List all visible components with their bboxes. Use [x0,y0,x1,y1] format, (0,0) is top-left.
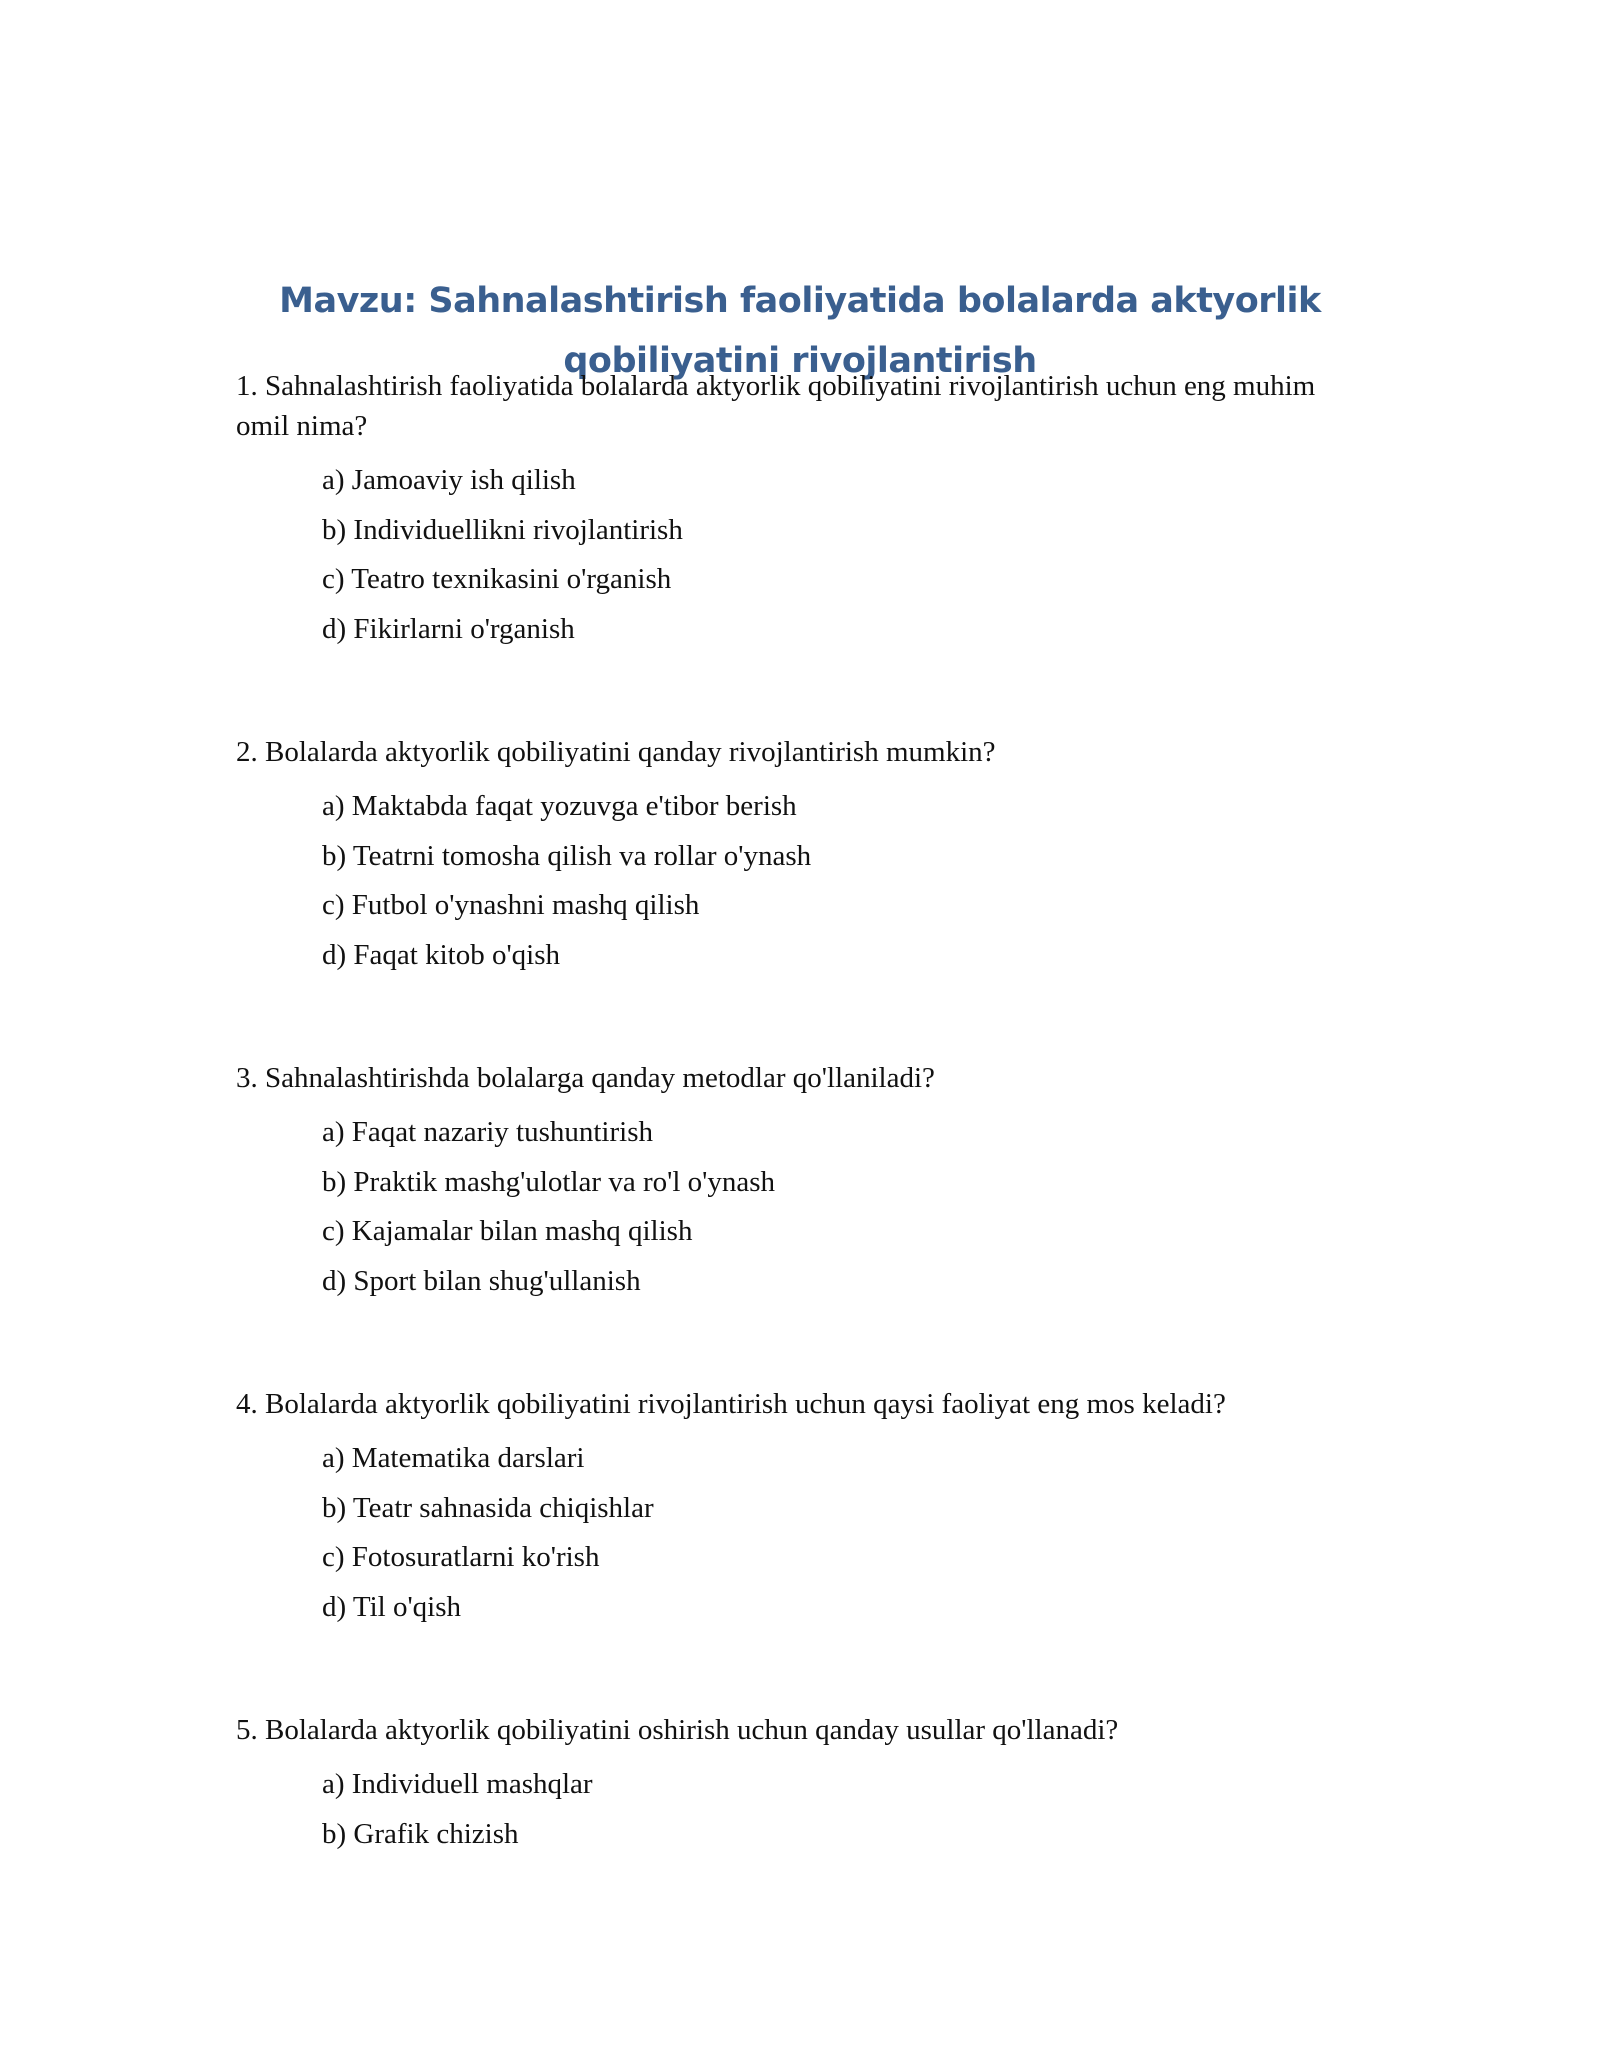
option-b: b) Praktik mashg'ulotlar va ro'l o'ynash [322,1165,776,1198]
question-text: 3. Sahnalashtirishda bolalarga qanday metodlar qo'llaniladi? [236,1062,935,1094]
option-c: c) Kajamalar bilan mashq qilish [322,1215,693,1247]
option-list [322,456,1364,654]
question-block-3 [236,1058,1364,1306]
option-b: b) Teatr sahnasida chiqishlar [322,1491,654,1524]
option-c: c) Teatro texnikasini o'rganish [322,563,672,595]
option-c: c) Fotosuratlarni ko'rish [322,1541,600,1573]
option-b: b) Teatrni tomosha qilish va rollar o'ynash [322,839,812,872]
option-d: d) Til o'qish [322,1590,462,1623]
option-a: a) Individuell mashqlar [322,1768,593,1800]
option-a: a) Maktabda faqat yozuvga e'tibor berish [322,790,797,822]
option-list [322,1760,1364,1859]
question-block-1 [236,366,1364,654]
option-b: b) Grafik chizish [322,1817,519,1850]
option-d: d) Faqat kitob o'qish [322,938,561,971]
question-block-5 [236,1710,1364,1859]
option-d: d) Fikirlarni o'rganish [322,612,575,645]
question-block-2 [236,732,1364,980]
option-list [322,782,1364,980]
title-line-1: Mavzu: Sahnalashtirish faoliyatida bolalarda aktyorlik [279,281,1321,322]
option-c: c) Futbol o'ynashni mashq qilish [322,889,700,921]
question-text: 5. Bolalarda aktyorlik qobiliyatini oshirish uchun qanday usullar qo'llanadi? [236,1714,1119,1746]
question-text: 4. Bolalarda aktyorlik qobiliyatini rivojlantirish uchun qaysi faoliyat eng mos keladi? [236,1388,1226,1420]
question-text: 2. Bolalarda aktyorlik qobiliyatini qanday rivojlantirish mumkin? [236,736,996,768]
option-a: a) Matematika darslari [322,1442,585,1474]
option-list [322,1434,1364,1632]
option-a: a) Jamoaviy ish qilish [322,464,576,496]
question-block-4 [236,1384,1364,1632]
question-text: 1. Sahnalashtirish faoliyatida bolalarda aktyorlik qobiliyatini rivojlantirish uchun eng muhim omil nima? [236,370,1316,442]
quiz-content [236,366,1364,1859]
option-a: a) Faqat nazariy tushuntirish [322,1116,653,1148]
option-list [322,1108,1364,1306]
title-line-2: qobiliyatini rivojlantirish [563,341,1037,382]
option-d: d) Sport bilan shug'ullanish [322,1264,641,1297]
option-b: b) Individuellikni rivojlantirish [322,513,683,546]
